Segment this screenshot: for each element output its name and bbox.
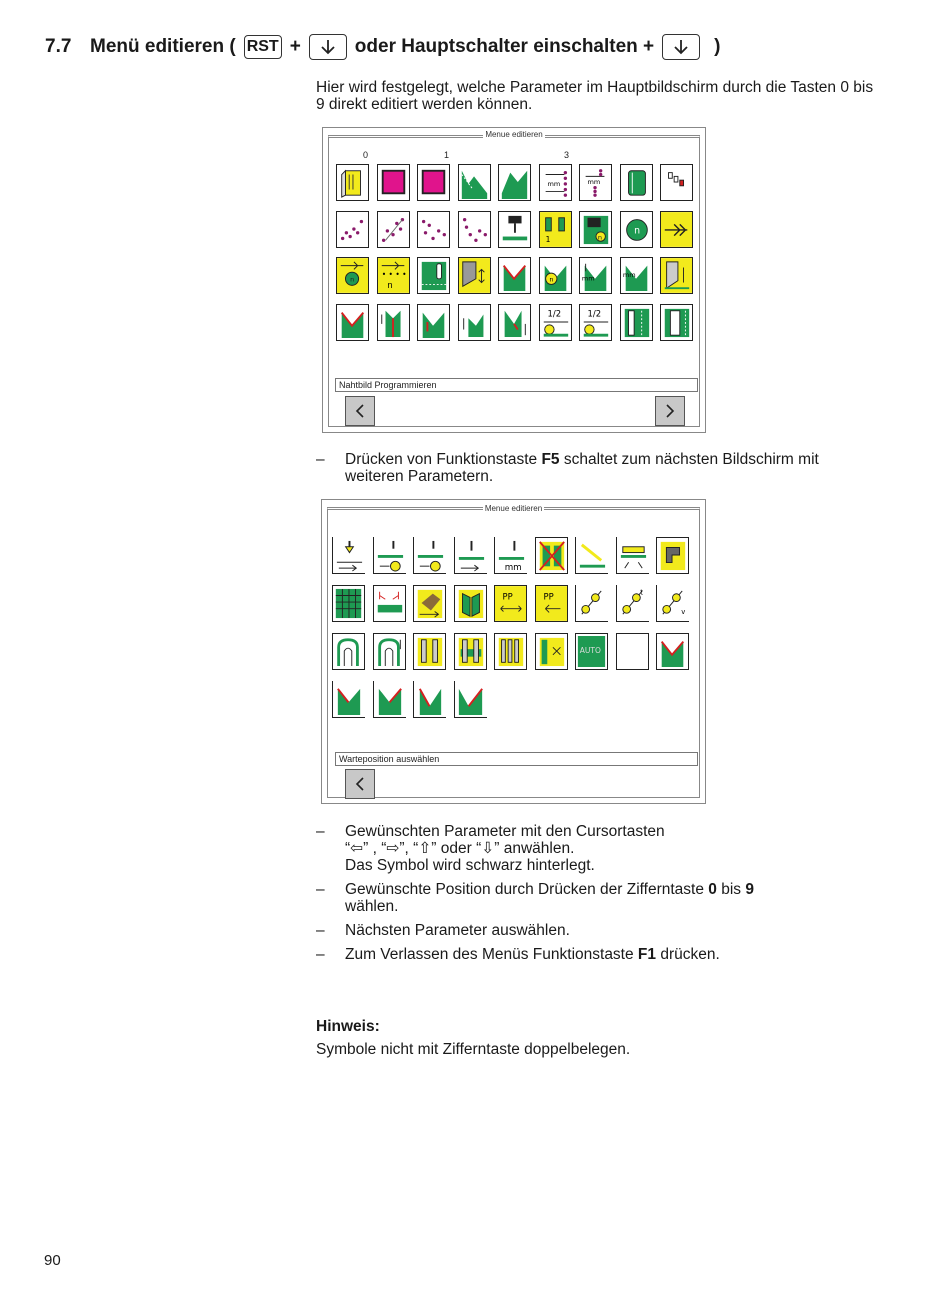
seam-v-icon[interactable]	[332, 681, 365, 718]
note-title: Hinweis:	[316, 1018, 380, 1035]
pp-range-icon[interactable]	[494, 585, 527, 622]
svg-text:n: n	[548, 275, 554, 284]
step-line: Gewünschten Parameter mit den Cursortasten	[345, 823, 665, 840]
length-mm-icon[interactable]	[620, 257, 653, 294]
svg-text:t: t	[639, 588, 643, 597]
stitch-pattern-icon[interactable]	[458, 211, 491, 248]
bullet-dash: –	[316, 881, 325, 898]
digit-key-label: 9	[745, 881, 754, 898]
step-select-position	[316, 881, 876, 917]
heading-title: Menü editieren (	[90, 36, 236, 57]
press-foot-icon[interactable]	[616, 537, 649, 574]
step-select-parameter	[316, 823, 876, 877]
column-number: 1	[444, 150, 450, 160]
chevron-left-icon	[354, 776, 366, 792]
fold-icon[interactable]	[458, 257, 491, 294]
screen-title: Menue editieren	[484, 504, 543, 513]
arrow-down-key-icon	[662, 34, 700, 60]
fold-arch-icon[interactable]	[373, 633, 406, 670]
svg-text:n: n	[597, 232, 603, 241]
crossed-yellow-icon[interactable]	[535, 537, 568, 574]
step-f5	[316, 451, 876, 491]
needle-mm-icon[interactable]	[494, 537, 527, 574]
svg-text:1/2: 1/2	[587, 307, 602, 318]
empty-slot-icon[interactable]	[616, 633, 649, 670]
auto-icon[interactable]	[575, 633, 608, 670]
bullet-dash: –	[316, 922, 325, 939]
step-line: “⇦” , “⇨”, “⇧” oder “⇩” anwählen.	[345, 840, 575, 857]
puller-icon[interactable]	[656, 537, 689, 574]
svg-text:mm: mm	[504, 563, 522, 573]
seam-v-icon[interactable]	[413, 681, 446, 718]
roller-icon[interactable]	[620, 164, 653, 201]
needle-speed-icon[interactable]	[413, 537, 446, 574]
seam-v-red-icon[interactable]	[498, 257, 531, 294]
stitch-pattern-icon[interactable]	[336, 211, 369, 248]
speed-n-dots-icon[interactable]	[377, 257, 410, 294]
fold-arch-icon[interactable]	[332, 633, 365, 670]
svg-text:mm: mm	[622, 270, 636, 279]
svg-text:1/2: 1/2	[547, 307, 561, 318]
prev-page-button[interactable]	[345, 769, 375, 799]
step-text	[345, 881, 865, 915]
note-text: Symbole nicht mit Zifferntaste doppelbelegen.	[316, 1041, 631, 1058]
svg-text:PP: PP	[543, 591, 554, 602]
page-number: 90	[44, 1252, 61, 1269]
rst-key: RST	[244, 35, 282, 59]
step-text: Nächsten Parameter auswählen.	[345, 922, 570, 939]
ratio-icon[interactable]	[539, 304, 572, 341]
stitch-length-icon[interactable]	[539, 164, 572, 201]
clamps-icon[interactable]	[454, 633, 487, 670]
step-exit-menu	[316, 946, 876, 964]
motor-icon[interactable]	[579, 211, 612, 248]
seam-red-center-icon[interactable]	[377, 304, 410, 341]
bullet-dash: –	[316, 823, 325, 840]
pink-square-icon[interactable]	[377, 164, 410, 201]
chain-icon[interactable]	[616, 585, 649, 622]
function-key-label: F1	[637, 946, 657, 963]
stitch-pattern-icon[interactable]	[377, 211, 410, 248]
clamps-icon[interactable]	[413, 633, 446, 670]
heading-middle: oder Hauptschalter einschalten +	[354, 36, 655, 57]
needle-down-icon[interactable]	[332, 537, 365, 574]
svg-text:n: n	[633, 225, 640, 237]
bullet-dash: –	[316, 451, 325, 468]
seam-v-icon[interactable]	[454, 681, 487, 718]
seam-v-icon[interactable]	[373, 681, 406, 718]
speed-circle-icon[interactable]	[336, 257, 369, 294]
needle-icon[interactable]	[498, 211, 531, 248]
heading-close: )	[714, 36, 721, 57]
step-next-parameter	[316, 922, 876, 940]
bullet-dash: –	[316, 946, 325, 963]
prev-page-button[interactable]	[345, 396, 375, 426]
section-number: 7.7	[45, 36, 72, 57]
stitch-length-icon[interactable]	[579, 164, 612, 201]
flap-icon[interactable]	[454, 585, 487, 622]
step-text-part: drücken.	[656, 946, 720, 963]
needle-down-icon[interactable]	[454, 537, 487, 574]
fold-yellow-icon[interactable]	[660, 257, 693, 294]
plate-icon[interactable]	[417, 257, 450, 294]
svg-text:AUTO: AUTO	[579, 645, 601, 655]
step-text	[345, 823, 865, 874]
step-text-part: schaltet zum nächsten Bildschirm mit weiteren Parametern.	[345, 451, 819, 485]
digit-key-label: 0	[708, 881, 717, 898]
menu-edit-screen-1	[322, 127, 706, 433]
chain-icon[interactable]	[656, 585, 689, 622]
step-text-part: Zum Verlassen des Menüs Funktionstaste	[345, 946, 638, 963]
step-text	[345, 451, 865, 485]
chain-icon[interactable]	[575, 585, 608, 622]
heading-plus: +	[289, 36, 301, 57]
speed-arrows-icon[interactable]	[660, 211, 693, 248]
cutter-icon[interactable]	[535, 633, 568, 670]
seam-green-icon[interactable]	[498, 164, 531, 201]
arrow-down-key-icon	[309, 34, 347, 60]
menu-edit-screen-2	[321, 499, 706, 804]
step-line: Das Symbol wird schwarz hinterlegt.	[345, 857, 595, 874]
svg-text:n: n	[350, 275, 355, 284]
chevron-left-icon	[354, 403, 366, 419]
stitch-pattern-icon[interactable]	[417, 211, 450, 248]
pp-back-icon[interactable]	[535, 585, 568, 622]
length-mm-icon[interactable]	[579, 257, 612, 294]
hand-icon[interactable]	[413, 585, 446, 622]
svg-text:v: v	[681, 608, 686, 617]
column-number: 3	[564, 150, 570, 160]
step-text-part: Gewünschte Position durch Drücken der Zifferntaste	[345, 881, 709, 898]
step-text	[345, 946, 865, 963]
seam-v-icon[interactable]	[498, 304, 531, 341]
book-icon[interactable]	[336, 164, 369, 201]
svg-text:mm: mm	[581, 274, 595, 283]
seam-v-icon[interactable]	[417, 304, 450, 341]
needle-speed-icon[interactable]	[373, 537, 406, 574]
step-text-part: Drücken von Funktionstaste	[345, 451, 542, 468]
counter-icon[interactable]	[660, 164, 693, 201]
svg-text:1: 1	[545, 234, 550, 244]
column-number: 0	[363, 150, 369, 160]
slant-icon[interactable]	[575, 537, 608, 574]
svg-text:• • • •: • • • •	[381, 269, 407, 279]
chevron-right-icon	[664, 403, 676, 419]
pink-square-icon[interactable]	[417, 164, 450, 201]
function-key-label: F5	[541, 451, 560, 468]
seam-green-icon[interactable]	[458, 164, 491, 201]
ratio-icon[interactable]	[579, 304, 612, 341]
speed-n-icon[interactable]	[620, 211, 653, 248]
status-bar: Warteposition auswählen	[335, 752, 698, 766]
svg-text:PP: PP	[502, 591, 513, 602]
tape-icon[interactable]	[660, 304, 693, 341]
tape-icon[interactable]	[620, 304, 653, 341]
status-bar: Nahtbild Programmieren	[335, 378, 698, 392]
speed-seam-icon[interactable]	[539, 257, 572, 294]
intro-text: Hier wird festgelegt, welche Parameter im Hauptbildschirm durch die Tasten 0 bis 9 direkt editiert werden können.	[316, 79, 874, 113]
svg-text:mm: mm	[587, 177, 601, 186]
seam-v-icon[interactable]	[656, 633, 689, 670]
grid-icon[interactable]	[332, 585, 365, 622]
next-page-button[interactable]	[655, 396, 685, 426]
svg-text:mm: mm	[547, 179, 560, 188]
step-text-part: wählen.	[345, 898, 399, 915]
svg-text:n: n	[386, 280, 393, 291]
step-text-part: bis	[716, 881, 746, 898]
seam-stop-icon[interactable]	[373, 585, 406, 622]
clamp-icon[interactable]	[539, 211, 572, 248]
seam-v-icon[interactable]	[336, 304, 369, 341]
section-heading	[45, 32, 720, 62]
clamps-icon[interactable]	[494, 633, 527, 670]
seam-v-icon[interactable]	[458, 304, 491, 341]
screen-title: Menue editieren	[485, 130, 543, 139]
